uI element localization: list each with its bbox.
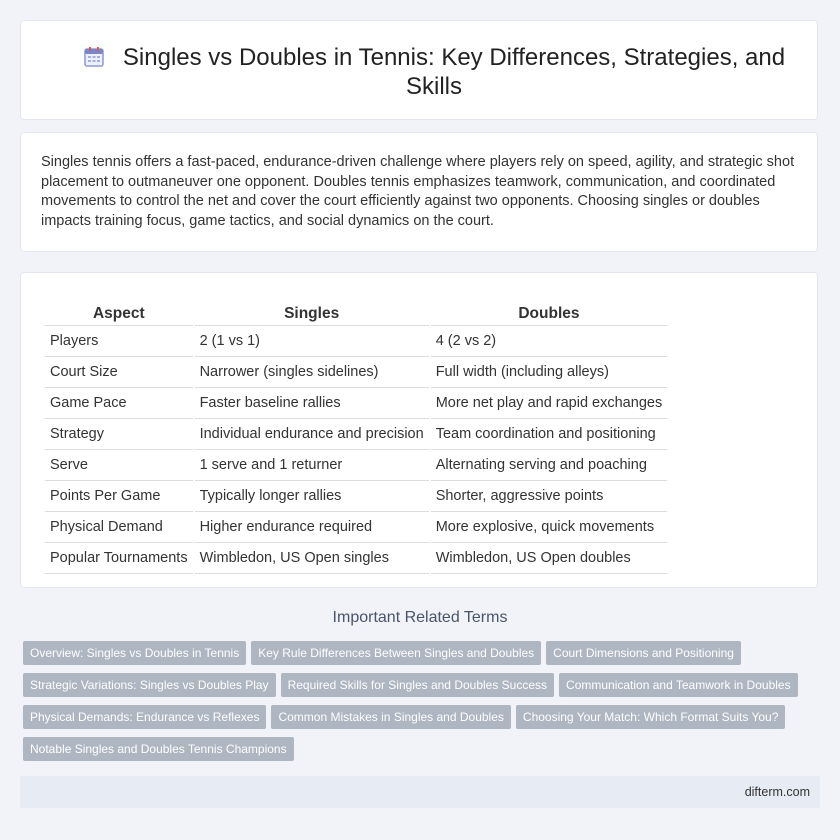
table-row	[45, 326, 667, 357]
cell-doubles: More net play and rapid exchanges	[431, 388, 668, 419]
table-row	[45, 543, 667, 574]
comparison-table	[43, 293, 669, 574]
related-term-link[interactable]: Required Skills for Singles and Doubles Success	[281, 673, 554, 697]
cell-doubles: Full width (including alleys)	[431, 357, 668, 388]
cell-aspect: Serve	[45, 450, 193, 481]
cell-doubles: Team coordination and positioning	[431, 419, 668, 450]
cell-singles: Typically longer rallies	[195, 481, 429, 512]
calendar-icon	[83, 46, 105, 68]
related-term-link[interactable]: Physical Demands: Endurance vs Reflexes	[23, 705, 266, 729]
table-row	[45, 450, 667, 481]
related-term-link[interactable]: Communication and Teamwork in Doubles	[559, 673, 798, 697]
header-singles: Singles	[195, 293, 429, 326]
cell-aspect: Players	[45, 326, 193, 357]
cell-aspect: Physical Demand	[45, 512, 193, 543]
cell-doubles: Wimbledon, US Open doubles	[431, 543, 668, 574]
table-row	[45, 481, 667, 512]
cell-singles: 1 serve and 1 returner	[195, 450, 429, 481]
table-row	[45, 419, 667, 450]
related-term-link[interactable]: Choosing Your Match: Which Format Suits You?	[516, 705, 785, 729]
related-term-link[interactable]: Overview: Singles vs Doubles in Tennis	[23, 641, 246, 665]
table-header-row	[45, 293, 667, 326]
cell-doubles: Shorter, aggressive points	[431, 481, 668, 512]
header-card	[20, 20, 818, 120]
header-aspect: Aspect	[45, 293, 193, 326]
footer-site-link[interactable]: difterm.com	[744, 785, 810, 799]
intro-paragraph: Singles tennis offers a fast-paced, endurance-driven challenge where players rely on speed, agility, and strategic shot placement to outmaneuver one opponent. Doubles tennis emphasizes teamwork, communication, and coordinated movements to control the net and cover the court efficiently against two opponents. Choosing singles or doubles impacts training focus, game tactics, and social dynamics on the court.	[41, 154, 795, 229]
intro-card	[20, 132, 818, 252]
cell-singles: Higher endurance required	[195, 512, 429, 543]
related-term-link[interactable]: Strategic Variations: Singles vs Doubles Play	[23, 673, 276, 697]
header-doubles: Doubles	[431, 293, 668, 326]
cell-singles: Individual endurance and precision	[195, 419, 429, 450]
cell-singles: Wimbledon, US Open singles	[195, 543, 429, 574]
cell-doubles: Alternating serving and poaching	[431, 450, 668, 481]
cell-singles: Narrower (singles sidelines)	[195, 357, 429, 388]
related-term-link[interactable]: Common Mistakes in Singles and Doubles	[271, 705, 510, 729]
related-terms-title: Important Related Terms	[332, 609, 508, 626]
table-row	[45, 512, 667, 543]
related-term-link[interactable]: Key Rule Differences Between Singles and Doubles	[251, 641, 541, 665]
table-row	[45, 388, 667, 419]
cell-doubles: 4 (2 vs 2)	[431, 326, 668, 357]
comparison-card	[20, 272, 818, 588]
cell-aspect: Points Per Game	[45, 481, 193, 512]
cell-aspect: Strategy	[45, 419, 193, 450]
footer	[20, 776, 820, 808]
related-term-link[interactable]: Court Dimensions and Positioning	[546, 641, 741, 665]
cell-singles: 2 (1 vs 1)	[195, 326, 429, 357]
cell-singles: Faster baseline rallies	[195, 388, 429, 419]
cell-aspect: Court Size	[45, 357, 193, 388]
related-terms-list	[23, 641, 823, 769]
cell-aspect: Game Pace	[45, 388, 193, 419]
related-term-link[interactable]: Notable Singles and Doubles Tennis Champions	[23, 737, 294, 761]
page-title-wrap	[81, 43, 787, 101]
page-title: Singles vs Doubles in Tennis: Key Differences, Strategies, and Skills	[122, 44, 786, 100]
table-row	[45, 357, 667, 388]
cell-aspect: Popular Tournaments	[45, 543, 193, 574]
cell-doubles: More explosive, quick movements	[431, 512, 668, 543]
